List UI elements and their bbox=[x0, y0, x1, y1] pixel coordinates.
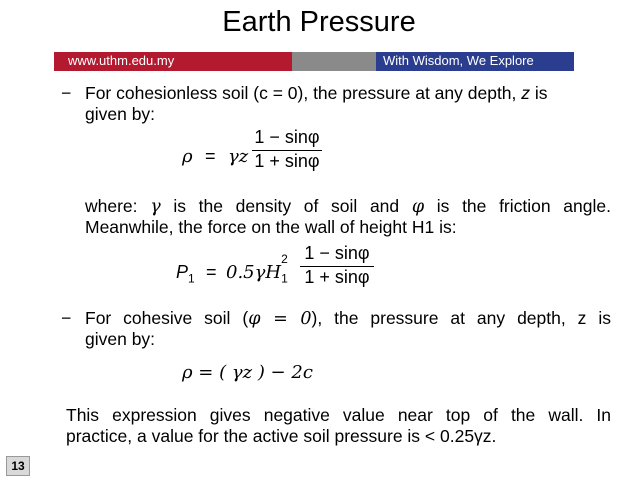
banner-motto-box bbox=[376, 52, 574, 71]
bullet-cohesionless bbox=[85, 83, 611, 104]
eq1-equals: = bbox=[205, 146, 216, 166]
eq2-lhs-sub: 1 bbox=[188, 271, 195, 286]
bullet2-condition: φ = 0 bbox=[248, 309, 312, 329]
eq2-lhs: P bbox=[176, 262, 189, 282]
closing-line1: This expression gives negative value near top of the wall. In bbox=[66, 405, 611, 425]
bullet2-line2: given by: bbox=[85, 329, 156, 349]
banner-motto: With Wisdom, We Explore bbox=[383, 53, 534, 68]
bullet-dash: − bbox=[61, 83, 72, 103]
eq2-coef-sup: 2 bbox=[281, 252, 288, 266]
closing-line2: practice, a value for the active soil pressure is < 0.25γz. bbox=[66, 426, 497, 446]
where-phi-symbol: φ bbox=[411, 197, 425, 217]
eq1-denominator: 1 + sinφ bbox=[252, 150, 322, 172]
eq2-denominator: 1 + sinφ bbox=[300, 266, 374, 288]
where-line2: Meanwhile, the force on the wall of height H1 is: bbox=[85, 217, 457, 237]
bullet1-variable: z bbox=[521, 83, 531, 103]
where-line bbox=[85, 196, 611, 218]
eq2-fraction bbox=[300, 243, 374, 288]
eq2-numerator: 1 − sinφ bbox=[304, 243, 370, 263]
bullet1-line2: given by: bbox=[85, 104, 156, 124]
bullet2-b: ), the pressure at any depth, z is bbox=[311, 308, 611, 328]
eq2-coef-sub: 1 bbox=[281, 271, 288, 286]
where-gamma-symbol: γ bbox=[150, 197, 161, 217]
where-prefix: where: bbox=[85, 196, 138, 216]
eq1-fraction bbox=[252, 127, 322, 172]
where-end: is the friction angle. bbox=[436, 196, 611, 216]
where-mid: is the density of soil and bbox=[173, 196, 400, 216]
eq2-coef: 0.5γH bbox=[226, 262, 282, 283]
slide-title: Earth Pressure bbox=[222, 6, 416, 38]
bullet2-a: For cohesive soil ( bbox=[85, 308, 249, 328]
bullet1-after: is bbox=[534, 83, 548, 103]
eq2-equals: = bbox=[206, 262, 217, 282]
banner-url[interactable]: www.uthm.edu.my bbox=[68, 53, 175, 68]
equation-pressure-cohesive: ρ = ( γz ) − 2c bbox=[182, 362, 313, 383]
eq1-numerator: 1 − sinφ bbox=[254, 127, 320, 147]
banner-divider bbox=[292, 52, 376, 71]
bullet-cohesive bbox=[85, 308, 611, 330]
bullet1-text: For cohesionless soil (c = 0), the pressure at any depth, bbox=[85, 83, 517, 103]
bullet-dash: − bbox=[61, 308, 72, 328]
page-number: 13 bbox=[6, 456, 30, 476]
eq1-coef: γz bbox=[228, 146, 249, 167]
university-banner bbox=[54, 52, 574, 71]
eq1-lhs: ρ bbox=[182, 146, 193, 167]
